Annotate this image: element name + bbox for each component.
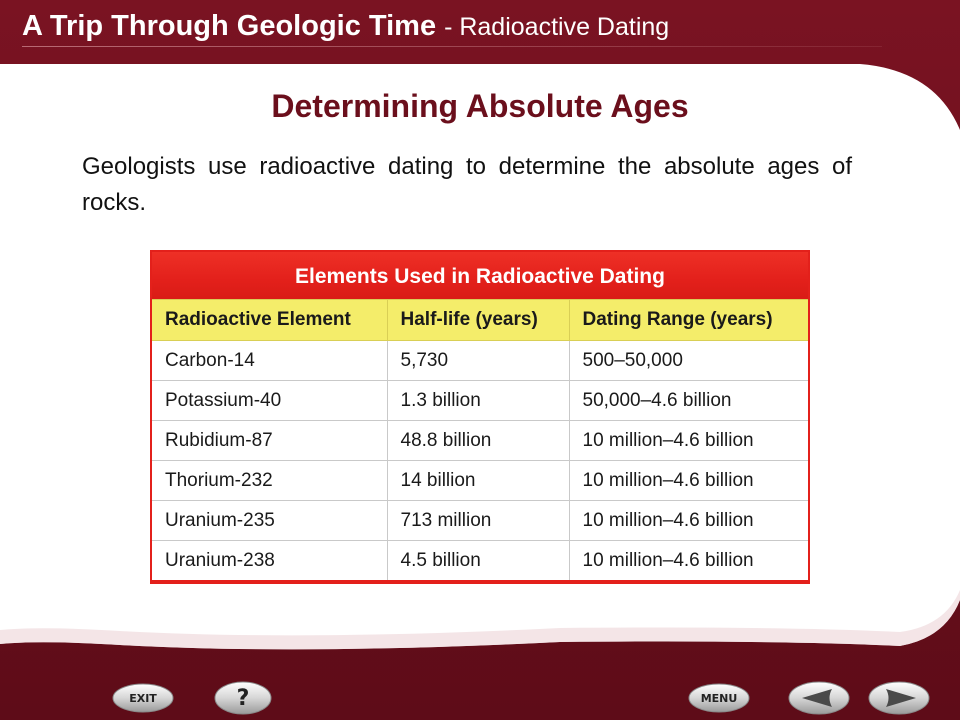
half-life-cell: 1.3 billion: [387, 381, 569, 421]
table-row: [152, 341, 808, 381]
presentation-title: A Trip Through Geologic Time: [22, 10, 437, 42]
slide-body-text: Geologists use radioactive dating to determine the absolute ages of rocks.: [82, 153, 852, 216]
dating-range-cell: 50,000–4.6 billion: [569, 381, 808, 421]
dating-range-cell: 10 million–4.6 billion: [569, 461, 808, 501]
element-cell: Uranium-235: [152, 501, 387, 541]
dating-range-cell: 500–50,000: [569, 341, 808, 381]
forward-button[interactable]: [868, 681, 930, 715]
dating-range-cell: 10 million–4.6 billion: [569, 501, 808, 541]
dating-range-cell: 10 million–4.6 billion: [569, 421, 808, 461]
table-row: [152, 461, 808, 501]
menu-button-label: MENU: [700, 691, 738, 705]
table-row: [152, 421, 808, 461]
help-button-shape: [214, 681, 272, 715]
half-life-cell: 48.8 billion: [387, 421, 569, 461]
exit-button[interactable]: [112, 683, 174, 713]
arrow-right-icon: [868, 681, 930, 715]
help-button[interactable]: [214, 681, 272, 715]
back-button[interactable]: [788, 681, 850, 715]
column-header-half-life: Half-life (years): [387, 300, 569, 341]
half-life-cell: 4.5 billion: [387, 541, 569, 581]
header-title: [22, 9, 669, 43]
exit-button-label: EXIT: [129, 691, 157, 705]
half-life-cell: 14 billion: [387, 461, 569, 501]
column-header-dating-range: Dating Range (years): [569, 300, 808, 341]
half-life-cell: 5,730: [387, 341, 569, 381]
element-cell: Thorium-232: [152, 461, 387, 501]
menu-button-shape: [688, 683, 750, 713]
half-life-cell: 713 million: [387, 501, 569, 541]
table-caption: Elements Used in Radioactive Dating: [152, 252, 808, 299]
radioactive-elements-table: [150, 250, 810, 584]
header-divider: [22, 46, 882, 47]
element-cell: Uranium-238: [152, 541, 387, 581]
slide-title: Determining Absolute Ages: [271, 88, 689, 124]
element-cell: Rubidium-87: [152, 421, 387, 461]
table-header-row: [152, 300, 808, 341]
question-mark-icon: ?: [236, 685, 250, 711]
table-row: [152, 501, 808, 541]
data-table: [152, 299, 808, 580]
dating-range-cell: 10 million–4.6 billion: [569, 541, 808, 581]
table-row: [152, 381, 808, 421]
section-subtitle: - Radioactive Dating: [444, 13, 670, 41]
menu-button[interactable]: [688, 683, 750, 713]
element-cell: Potassium-40: [152, 381, 387, 421]
exit-button-shape: [112, 683, 174, 713]
column-header-element: Radioactive Element: [152, 300, 387, 341]
table-row: [152, 541, 808, 581]
element-cell: Carbon-14: [152, 341, 387, 381]
arrow-left-icon: [788, 681, 850, 715]
